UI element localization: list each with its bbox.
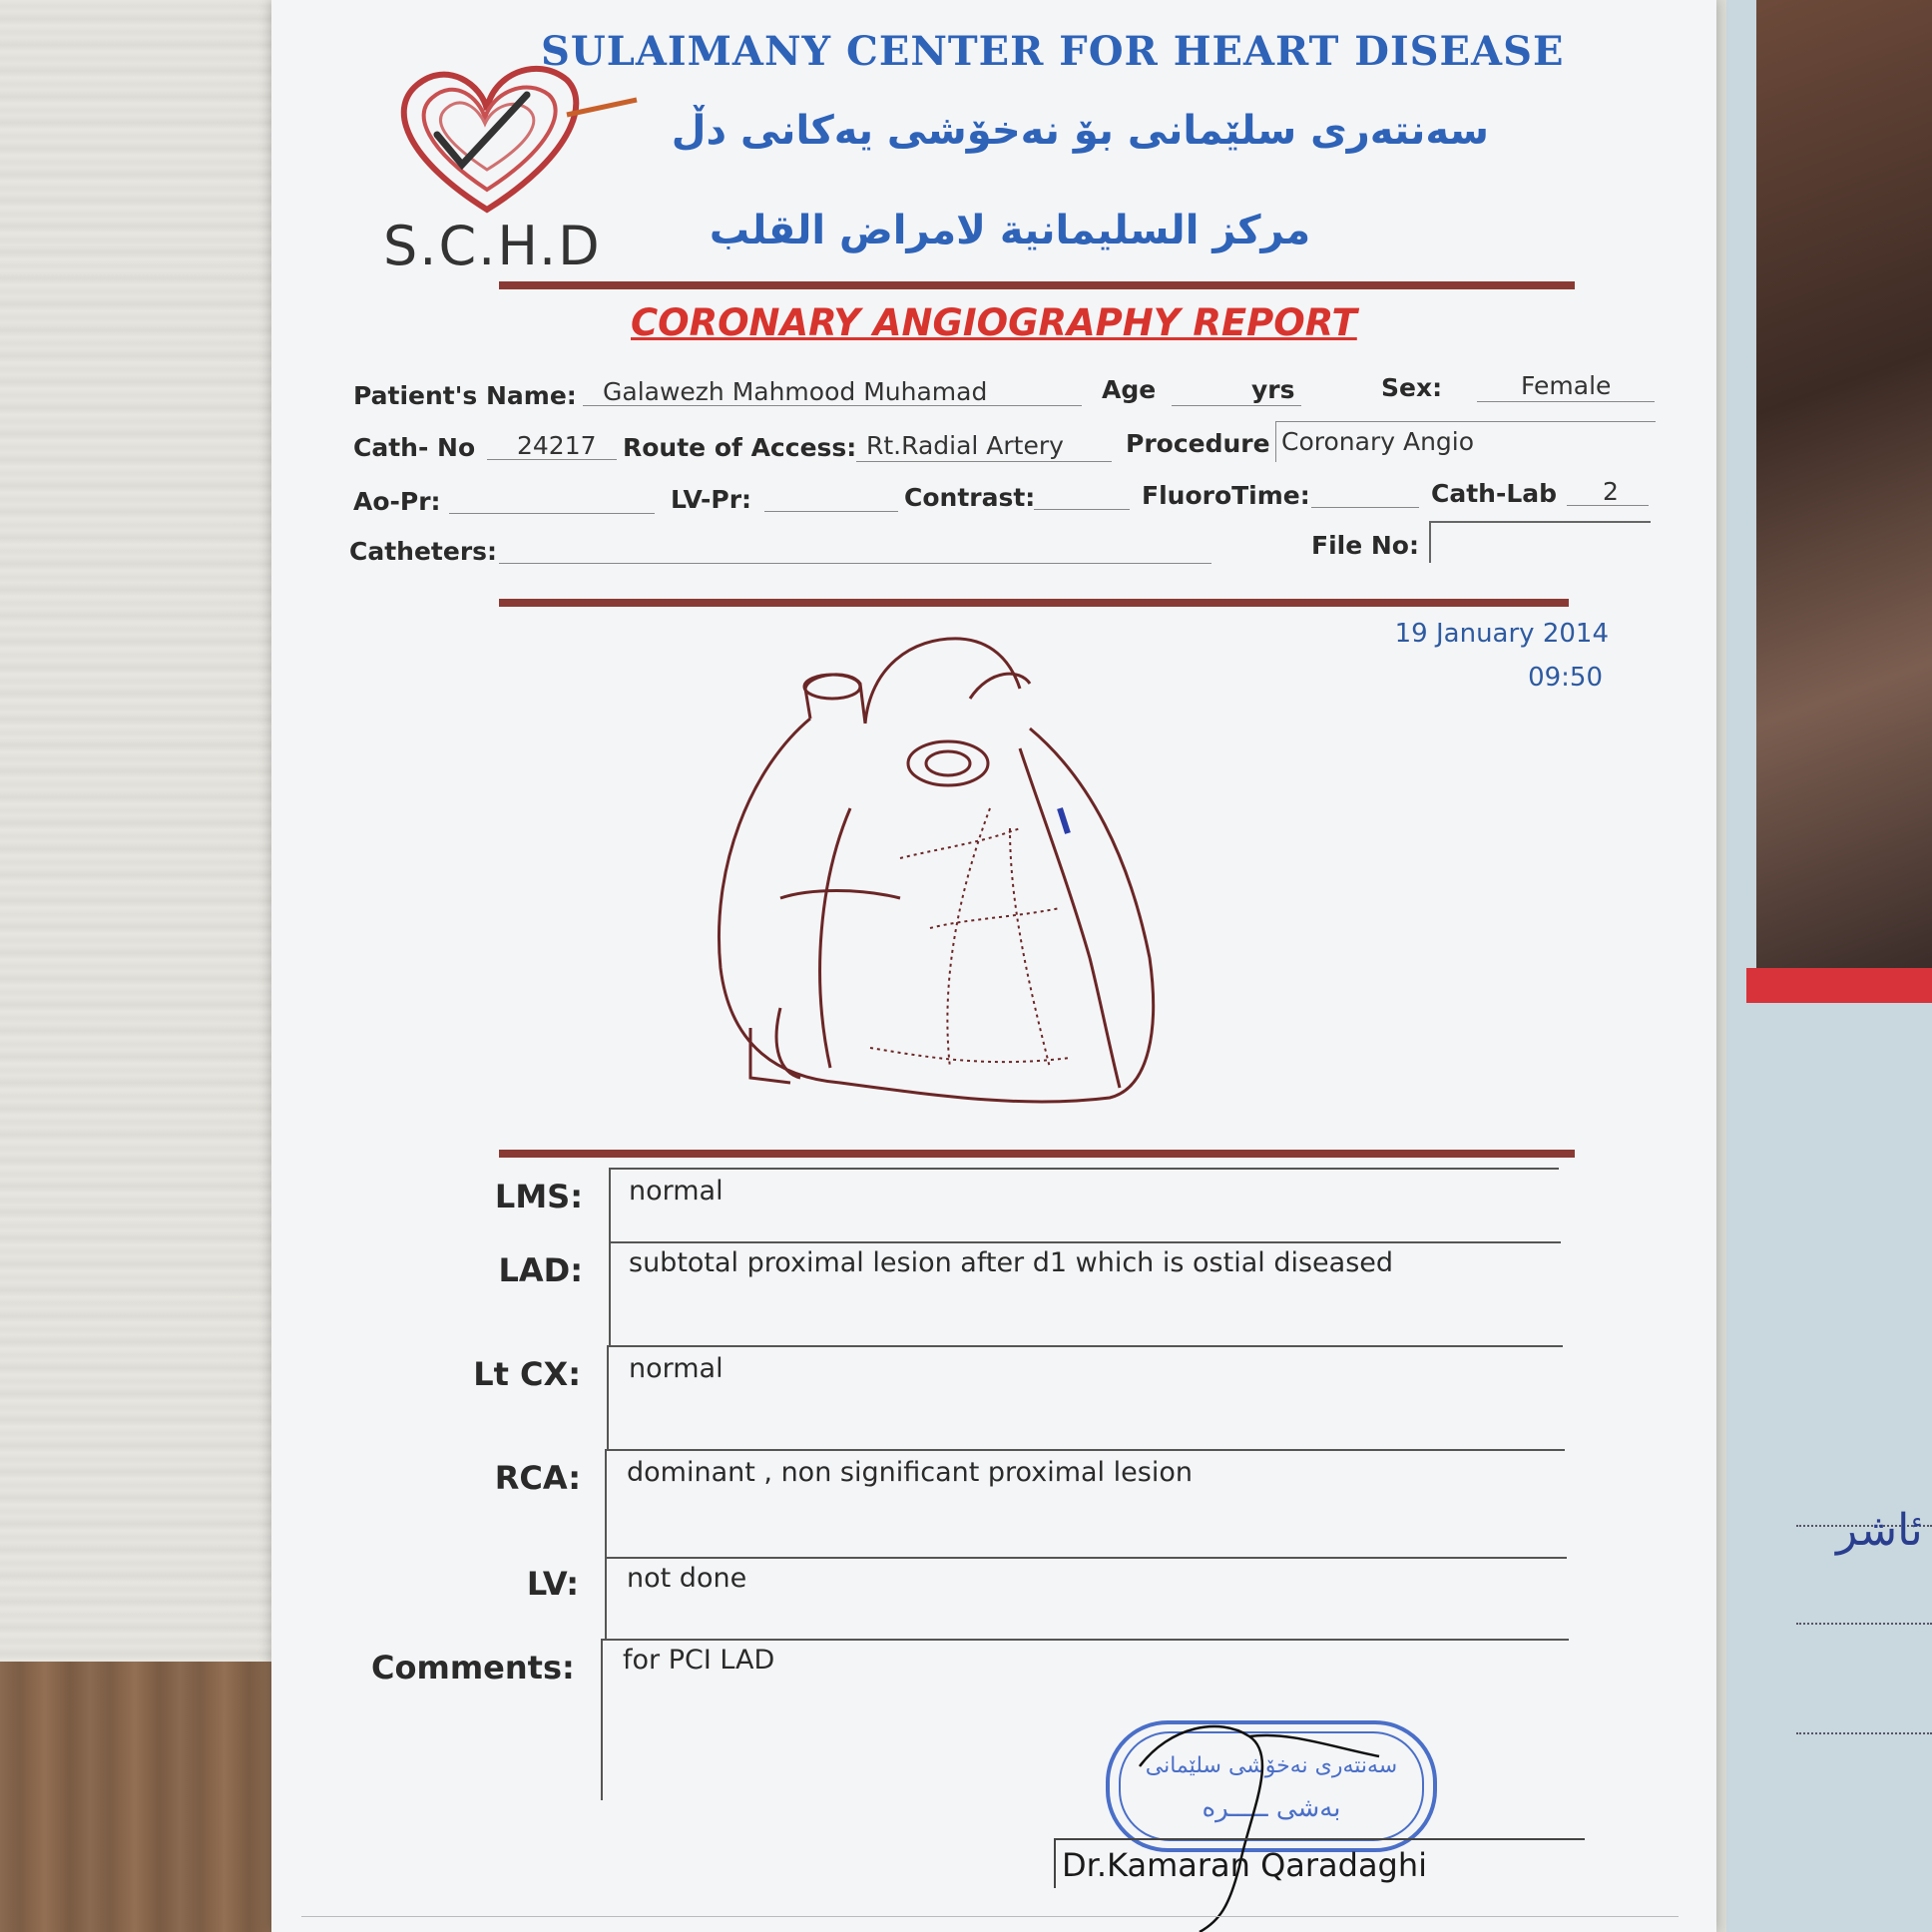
cath-lab-value: 2 [1603,477,1619,506]
procedure-value: Coronary Angio [1281,427,1475,456]
lad-label: LAD: [498,1251,583,1289]
rca-box [605,1449,1565,1559]
cath-no-value: 24217 [517,431,597,460]
age-line [1172,405,1301,406]
ao-pr-label: Ao-Pr: [353,487,441,516]
contrast-label: Contrast: [904,483,1036,512]
report-sheet [271,0,1716,1932]
comments-label: Comments: [371,1649,575,1687]
lv-pr-label: LV-Pr: [671,485,752,514]
lms-box [609,1168,1559,1245]
desk-surface [0,0,299,1932]
book-cover-photo [1756,0,1932,973]
route-of-access-value: Rt.Radial Artery [866,431,1064,460]
heart-diagram-icon [691,629,1229,1128]
patient-name-value: Galawezh Mahmood Muhamad [603,377,988,406]
patient-name-label: Patient's Name: [353,381,577,410]
logo-text: S.C.H.D [383,215,602,277]
info-rule [499,599,1569,607]
file-no-box [1429,521,1651,563]
cath-no-label: Cath- No [353,433,476,462]
ao-pr-line [449,513,655,514]
comments-value: for PCI LAD [623,1645,775,1676]
rca-value: dominant , non significant proximal lesion [627,1457,1193,1488]
lt-cx-value: normal [629,1353,724,1384]
cath-lab-label: Cath-Lab [1431,479,1558,508]
sex-value: Female [1521,371,1612,400]
procedure-label: Procedure [1126,429,1270,458]
cath-no-line [487,459,617,460]
signature-scribble [1130,1706,1389,1932]
file-no-label: File No: [1311,531,1419,560]
lv-box [605,1557,1567,1639]
book-red-stripe [1746,968,1932,1003]
cath-lab-line [1567,505,1649,506]
age-label: Age [1102,375,1157,404]
center-name-arabic: مركز السليمانية لامراض القلب [709,208,1311,253]
book-dotted-line [1796,1623,1932,1625]
sex-label: Sex: [1381,373,1443,402]
book-dotted-line [1796,1732,1932,1734]
stamp-text-2: بەشی ـــــره [1202,1793,1341,1823]
sex-line [1477,401,1655,402]
fluoro-time-label: FluoroTime: [1142,481,1310,510]
fluoro-time-line [1311,507,1419,508]
header-rule [499,281,1575,289]
age-unit: yrs [1251,375,1295,404]
report-title: CORONARY ANGIOGRAPHY REPORT [631,301,1357,344]
lms-label: LMS: [494,1178,583,1215]
lms-value: normal [629,1176,724,1207]
catheters-label: Catheters: [349,537,498,566]
contrast-line [1034,509,1130,510]
route-of-access-label: Route of Access: [623,433,857,462]
lv-pr-line [764,511,898,512]
center-name-english: SULAIMANY CENTER FOR HEART DISEASE [541,28,1565,75]
lad-box [609,1241,1561,1347]
catheters-line [499,563,1211,564]
lad-value: subtotal proximal lesion after d1 which is ostial diseased [629,1247,1394,1278]
center-name-kurdish: سەنتەری سلێمانی بۆ نەخۆشی یەکانی دڵ [671,108,1489,154]
lt-cx-label: Lt CX: [473,1355,581,1393]
route-line [856,461,1112,462]
doctor-name: Dr.Kamaran Qaradaghi [1062,1846,1428,1884]
report-date: 19 January 2014 [1394,619,1609,649]
lv-label: LV: [526,1565,579,1603]
rca-label: RCA: [494,1459,581,1497]
report-time: 09:50 [1528,663,1603,693]
book-handwriting: ئاشر [1836,1505,1923,1556]
lv-value: not done [627,1563,747,1594]
lt-cx-box [607,1345,1563,1451]
bottom-edge-line [301,1916,1679,1917]
stamp-text-1: سەنتەری نەخۆشی سلێمانی [1145,1753,1398,1778]
wood-floor [0,1662,299,1932]
patient-name-line [583,405,1082,406]
diagram-rule [499,1150,1575,1158]
